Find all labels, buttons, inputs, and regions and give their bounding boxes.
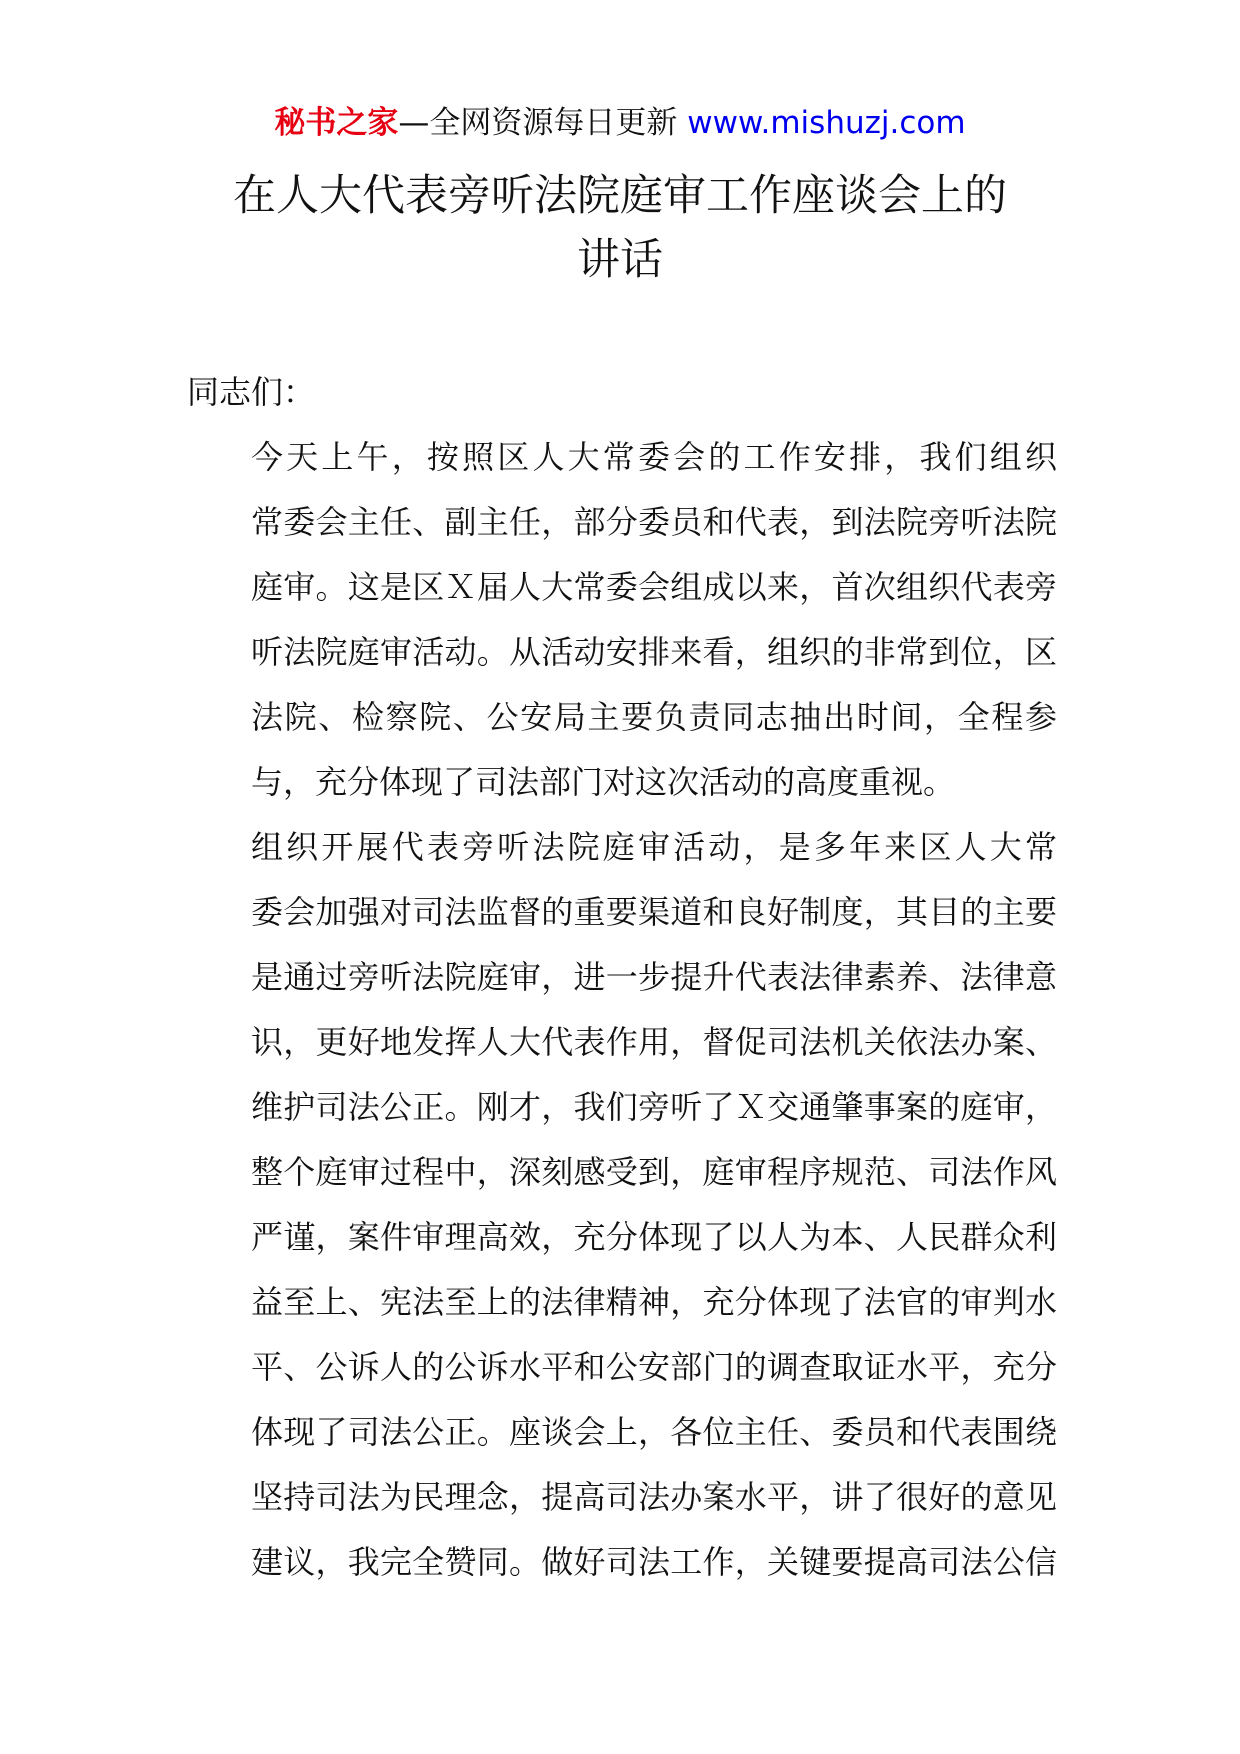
site-banner	[0, 100, 1240, 146]
paragraph-line: 听法院庭审活动。从活动安排来看，组织的非常到位，区	[251, 633, 1057, 671]
paragraph-line: 庭审。这是区Ｘ届人大常委会组成以来，首次组织代表旁	[251, 568, 1057, 606]
paragraph-line: 识，更好地发挥人大代表作用，督促司法机关依法办案、	[251, 1023, 1057, 1061]
paragraph-line: 整个庭审过程中，深刻感受到，庭审程序规范、司法作风	[251, 1153, 1057, 1191]
document-body	[187, 360, 1057, 1595]
paragraph-line: 严谨，案件审理高效，充分体现了以人为本、人民群众利	[251, 1218, 1057, 1256]
salutation: 同志们：	[187, 373, 316, 411]
paragraph-line: 与，充分体现了司法部门对这次活动的高度重视。	[251, 763, 956, 801]
paragraph-line: 体现了司法公正。座谈会上，各位主任、委员和代表围绕	[251, 1413, 1057, 1451]
paragraph-line: 建议，我完全赞同。做好司法工作，关键要提高司法公信	[251, 1543, 1057, 1581]
paragraph-2	[187, 815, 1057, 1595]
title-line-1: 在人大代表旁听法院庭审工作座谈会上的	[233, 171, 1007, 221]
paragraph-line: 常委会主任、副主任，部分委员和代表，到法院旁听法院	[251, 503, 1057, 541]
banner-tagline: —全网资源每日更新	[398, 105, 688, 141]
paragraph-line: 是通过旁听法院庭审，进一步提升代表法律素养、法律意	[251, 958, 1057, 996]
paragraph-line: 法院、检察院、公安局主要负责同志抽出时间，全程参	[251, 698, 1057, 736]
paragraph-line: 平、公诉人的公诉水平和公安部门的调查取证水平，充分	[251, 1348, 1057, 1386]
paragraph-line: 维护司法公正。刚才，我们旁听了Ｘ交通肇事案的庭审，	[251, 1088, 1057, 1126]
paragraph-line: 坚持司法为民理念，提高司法办案水平，讲了很好的意见	[251, 1478, 1057, 1516]
brand-name: 秘书之家	[274, 105, 399, 141]
site-url-link[interactable]: www.mishuzj.com	[687, 105, 966, 141]
paragraph-line: 组织开展代表旁听法院庭审活动，是多年来区人大常	[251, 828, 1057, 866]
paragraph-line: 今天上午，按照区人大常委会的工作安排，我们组织	[251, 438, 1057, 476]
title-line-2: 讲话	[577, 235, 663, 285]
paragraph-line: 委会加强对司法监督的重要渠道和良好制度，其目的主要	[251, 893, 1057, 931]
document-title	[150, 164, 1090, 292]
paragraph-line: 益至上、宪法至上的法律精神，充分体现了法官的审判水	[251, 1283, 1057, 1321]
paragraph-1	[187, 425, 1057, 815]
